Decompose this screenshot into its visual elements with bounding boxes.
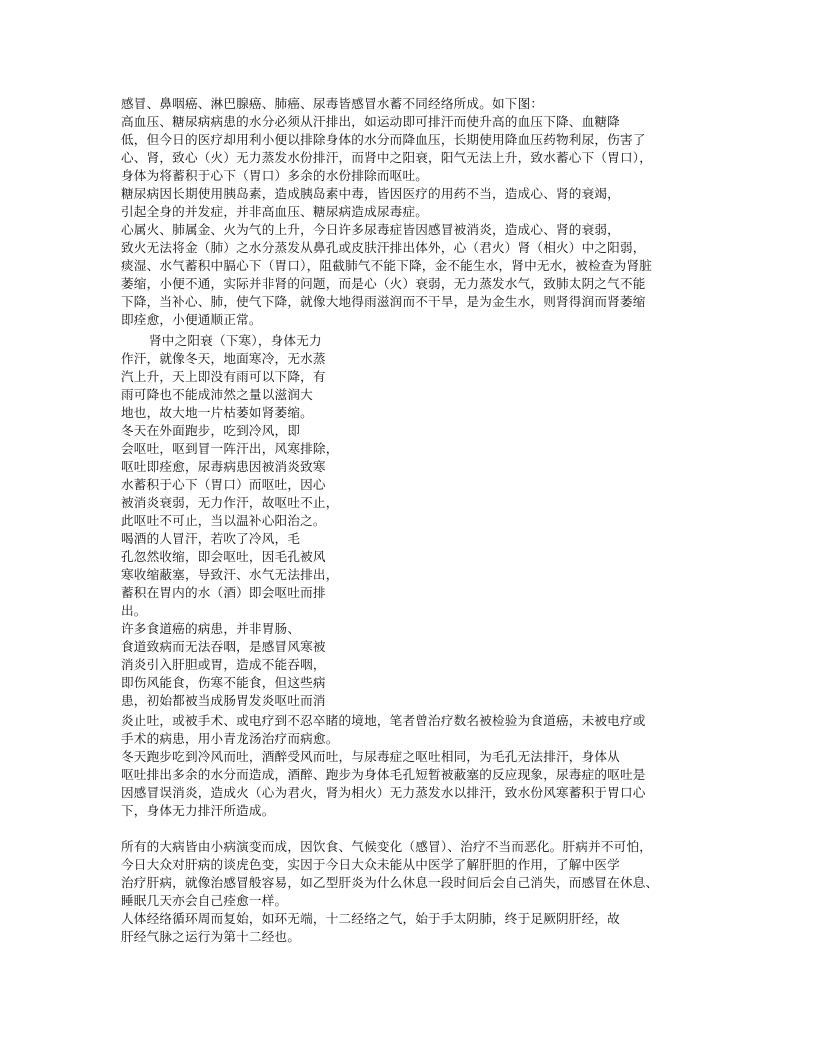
text-line: 所有的大病皆由小病演变而成，因饮食、气候变化（感冒）、治疗不当而恶化。肝病并不可怕，	[121, 839, 653, 854]
text-line: 治疗肝病，就像治感冒般容易，如乙型肝炎为什么休息一段时间后会自己消失，而感冒在休息、	[121, 875, 659, 890]
text-line: 引起全身的并发症，并非高血压、糖尿病造成尿毒症。	[121, 204, 429, 219]
text-line: 糖尿病因长期使用胰岛素，造成胰岛素中毒，皆因医疗的用药不当，造成心、肾的衰竭，	[121, 186, 620, 201]
text-line: 即伤风能食，伤寒不能食，但这些病	[121, 675, 326, 690]
text-line: 睡眠几天亦会自己痊愈一样。	[121, 893, 288, 908]
text-line: 肝经气脉之运行为第十二经也。	[121, 929, 301, 944]
text-line: 呕吐排出多余的水分而造成，酒醉、跑步为身体毛孔短暂被蔽塞的反应现象，尿毒症的呕吐是	[121, 767, 646, 782]
text-line: 孔忽然收缩，即会呕吐，因毛孔被风	[121, 549, 326, 564]
text-line: 食道致病而无法吞咽，是感冒风寒被	[121, 639, 326, 654]
text-line: 被消炎衰弱，无力作汗，故呕吐不止，	[121, 495, 339, 510]
text-line: 呕吐即痊愈，尿毒病患因被消炎致寒	[121, 459, 326, 474]
text-line: 消炎引入肝胆或胃，造成不能吞咽，	[121, 657, 326, 672]
text-line: 患，初始都被当成肠胃发炎呕吐而消	[121, 693, 326, 708]
text-line: 人体经络循环周而复始，如环无端，十二经络之气，始于手太阴肺，终于足厥阴肝经，故	[121, 911, 620, 926]
text-line: 许多食道癌的病患，并非胃肠、	[121, 621, 301, 636]
text-line: 心属火、肺属金、火为气的上升，今日许多尿毒症皆因感冒被消炎，造成心、肾的衰弱，	[121, 222, 620, 237]
text-line: 肾中之阳衰（下寒），身体无力	[149, 333, 322, 348]
text-line: 手术的病患，用小青龙汤治疗而病愈。	[121, 731, 339, 746]
text-line: 喝酒的人冒汗，若吹了冷风，毛	[121, 531, 301, 546]
text-line: 会呕吐，呕到冒一阵汗出，风寒排除，	[121, 441, 339, 456]
text-line: 下降，当补心、肺，使气下降，就像大地得雨滋润而不干旱，是为金生水，则肾得润而肾萎缩	[121, 294, 646, 309]
text-line: 下，身体无力排汗所造成。	[121, 803, 275, 818]
text-line: 今日大众对肝病的谈虎色变，实因于今日大众未能从中医学了解肝胆的作用，了解中医学	[121, 857, 620, 872]
text-line: 感冒、鼻咽癌、淋巴腺癌、肺癌、尿毒皆感冒水蓄不同经络所成。如下图：	[121, 96, 544, 111]
text-line: 痰湿、水气蓄积中膈心下（胃口），阻截肺气不能下降，金不能生水，肾中无水，被检查为肾脏	[121, 258, 653, 273]
text-line: 萎缩，小便不通，实际并非肾的问题，而是心（火）衰弱，无力蒸发水气，致肺太阴之气不能	[121, 276, 646, 291]
text-line: 低，但今日的医疗却用利小便以排除身体的水分而降血压，长期使用降血压药物利尿，伤害了	[121, 132, 646, 147]
text-line: 蓄积在胃内的水（酒）即会呕吐而排	[121, 585, 326, 600]
text-line: 身体为将蓄积于心下（胃口）多余的水份排除而呕吐。	[121, 168, 429, 183]
text-line: 即痊愈，小便通顺正常。	[121, 312, 262, 327]
text-line: 因感冒误消炎，造成火（心为君火，肾为相火）无力蒸发水以排汗，致水份风寒蓄积于胃口心	[121, 785, 646, 800]
text-line: 心、肾，致心（火）无力蒸发水份排汗，而肾中之阳衰，阳气无法上升，致水蓄心下（胃口），	[121, 150, 653, 165]
text-line: 炎止吐，或被手术、或电疗到不忍卒睹的境地，笔者曾治疗数名被检验为食道癌，未被电疗或	[121, 713, 646, 728]
text-line: 汽上升，天上即没有雨可以下降，有	[121, 369, 326, 384]
text-line: 水蓄积于心下（胃口）而呕吐，因心	[121, 477, 326, 492]
text-line: 出。	[121, 603, 147, 618]
text-line: 致火无法将金（肺）之水分蒸发从鼻孔或皮肤汗排出体外，心（君火）肾（相火）中之阳弱，	[121, 240, 646, 255]
text-line: 此呕吐不可止，当以温补心阳治之。	[121, 513, 326, 528]
text-line: 雨可降也不能成沛然之量以滋润大	[121, 387, 313, 402]
text-line: 地也，故大地一片枯萎如肾萎缩。	[121, 405, 313, 420]
text-line: 寒收缩蔽塞，导致汗、水气无法排出，	[121, 567, 339, 582]
text-line: 冬天跑步吃到冷风而吐，酒醉受风而吐，与尿毒症之呕吐相同，为毛孔无法排汗，身体从	[121, 749, 620, 764]
text-line: 作汗，就像冬天，地面寒冷，无水蒸	[121, 351, 326, 366]
text-line: 冬天在外面跑步，吃到冷风，即	[121, 423, 301, 438]
text-line: 高血压、糖尿病病患的水分必须从汗排出，如运动即可排汗而使升高的血压下降、血糖降	[121, 114, 620, 129]
